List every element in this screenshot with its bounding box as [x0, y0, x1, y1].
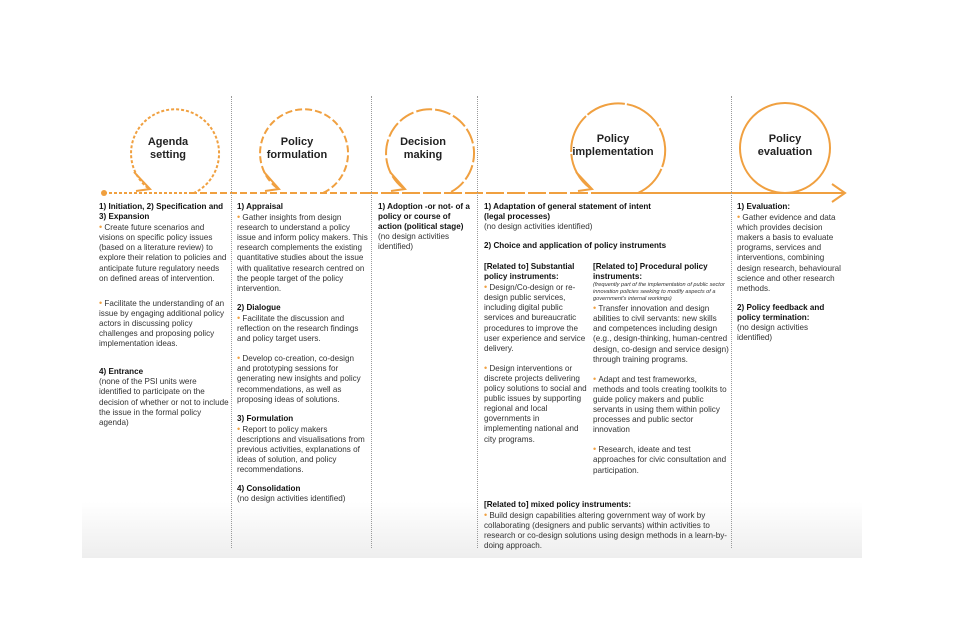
bullet-item: [99, 222, 229, 284]
stage-title-line: implementation: [572, 146, 654, 158]
section-heading: 3) Formulation: [237, 413, 294, 423]
column-divider: [477, 96, 478, 548]
bullet-icon: •: [99, 297, 103, 308]
note-text: (frequently part of the implementation of public sector innovation policies seeking to modify aspects of a government's internal workings): [593, 282, 725, 303]
bullet-text: Facilitate the understanding of an issue by engaging additional policy actors in discussing policy challenges and proposing policy implementation ideas.: [99, 298, 225, 349]
stage-title-agenda-setting: [123, 136, 213, 162]
bullet-text: Build design capabilities altering government way of work by collaborating (designers and public servants) within activities to research or co-design solutions using design methods in a learn-by-doing approach.: [484, 511, 727, 551]
note-text: (none of the PSI units were identified to participate on the decision of whether or not to include the issue in the formal policy agenda): [99, 377, 229, 427]
bullet-icon: •: [593, 373, 597, 384]
bullet-icon: •: [484, 510, 488, 521]
bullet-text: Gather insights from design research to understand a policy issue and inform policy makers. This research complements the existing quantitative studies about the issue with qualitative research centred on the people target of the policy intervention.: [237, 213, 368, 293]
stage-title-line: Decision: [400, 136, 446, 148]
section-heading: 4) Consolidation: [237, 484, 301, 494]
procedural-instruments: [593, 262, 729, 485]
bullet-item: [593, 444, 729, 475]
bullet-icon: •: [99, 222, 103, 233]
column-divider: [231, 96, 232, 548]
column-divider: [371, 96, 372, 548]
bullet-icon: •: [484, 362, 488, 373]
bullet-item: [593, 303, 729, 365]
section-heading: 1) Initiation, 2) Specification and 3) Expansion: [99, 202, 224, 222]
bullet-item: [237, 313, 369, 344]
note-text: (no design activities identified): [378, 232, 450, 252]
bullet-text: Create future scenarios and visions on specific policy issues (based on a literature review) to explore their relation to policies and anticipate future regulatory needs on defined areas of intervention.: [99, 223, 227, 283]
bullet-text: Develop co-creation, co-design and prototyping sessions for generating new insights and policy recommendations, as well as proposing ideas of solutions.: [237, 354, 361, 404]
bullet-text: Gather evidence and data which provides decision makers a basis to evaluate programs, services and interventions, combining design research, behavioural science and other research methods.: [737, 213, 841, 293]
bullet-icon: •: [593, 444, 597, 455]
bullet-icon: •: [237, 312, 241, 323]
subsection-heading: [Related to] Substantial policy instruments:: [484, 262, 575, 282]
bullet-item: [484, 510, 729, 551]
note-text: (no design activities identified): [484, 222, 593, 232]
stage-title-policy-formulation: [252, 136, 342, 162]
stage-title-line: setting: [149, 149, 187, 161]
bullet-text: Report to policy makers descriptions and visualisations from previous activities, explanations of ideas of solution, and policy recommendations.: [237, 424, 365, 475]
section-heading: 1) Appraisal: [237, 202, 284, 211]
section-heading: 2) Dialogue: [237, 302, 281, 312]
section-heading: 2) Choice and application of policy instruments: [484, 241, 667, 251]
bullet-icon: •: [484, 282, 488, 293]
bullet-text: Facilitate the discussion and reflection on the research findings and policy target users.: [237, 313, 359, 344]
bullet-text: Design/Co-design or re-design public services, including digital public services and bureaucratic procedures to improve the user experience and service delivery.: [484, 283, 586, 353]
note-text: (no design activities identified): [737, 323, 809, 343]
column-divider: [731, 96, 732, 548]
subsection-heading: [Related to] mixed policy instruments:: [484, 500, 632, 509]
column-policy-evaluation: [737, 202, 841, 352]
note-text: (no design activities identified): [237, 494, 346, 504]
bullet-item: [484, 363, 588, 445]
stage-title-line: formulation: [266, 149, 328, 161]
section-heading: 1) Adaptation of general statement of intent (legal processes): [484, 202, 651, 222]
section-heading: 1) Adoption -or not- of a policy or course of action (political stage): [378, 202, 470, 232]
bullet-item: [99, 298, 229, 349]
bullet-icon: •: [237, 353, 241, 364]
bullet-icon: •: [237, 423, 241, 434]
column-decision-making: [378, 202, 476, 252]
column-agenda-setting: [99, 202, 229, 437]
column-policy-formulation: [237, 202, 369, 513]
substantial-instruments: [484, 262, 588, 454]
stage-title-line: Policy: [596, 133, 630, 145]
bullet-item: [237, 353, 369, 404]
stage-title-decision-making: [378, 136, 468, 162]
bullet-item: [737, 212, 841, 294]
bullet-item: [484, 282, 588, 354]
bullet-item: [593, 374, 729, 436]
bullet-item: [237, 212, 369, 294]
bullet-text: Transfer innovation and design abilities to civil servants: new skills and competences including design (e.g., design-thinking, human-centred design, co-design and service design) through training programs.: [593, 304, 729, 364]
bullet-icon: •: [593, 303, 597, 314]
bullet-item: [237, 424, 369, 475]
column-policy-implementation: [484, 202, 729, 251]
section-heading: 1) Evaluation:: [737, 202, 791, 211]
bullet-icon: •: [737, 212, 741, 223]
stage-title-line: Agenda: [147, 136, 189, 148]
section-heading: 4) Entrance: [99, 367, 144, 377]
stage-title-line: evaluation: [757, 146, 813, 158]
stage-title-policy-implementation: [568, 133, 658, 159]
subsection-heading: [Related to] Procedural policy instruments:: [593, 262, 708, 282]
stage-title-line: Policy: [768, 133, 802, 145]
section-heading: 2) Policy feedback and policy termination:: [737, 302, 825, 322]
stage-title-policy-evaluation: [740, 133, 830, 159]
bullet-text: Research, ideate and test approaches for civic consultation and participation.: [593, 445, 727, 475]
stage-title-line: Policy: [280, 136, 314, 148]
stage-title-line: making: [403, 149, 443, 161]
bullet-text: Adapt and test frameworks, methods and tools creating toolkits to guide policy makers and public servants in using them within policy processes and public sector innovation: [593, 374, 727, 435]
bullet-icon: •: [237, 212, 241, 223]
mixed-instruments: [484, 500, 729, 551]
bullet-text: Design interventions or discrete projects delivering policy solutions to social and public issues by supporting regional and local governments in implementing national and city programs.: [484, 363, 587, 444]
